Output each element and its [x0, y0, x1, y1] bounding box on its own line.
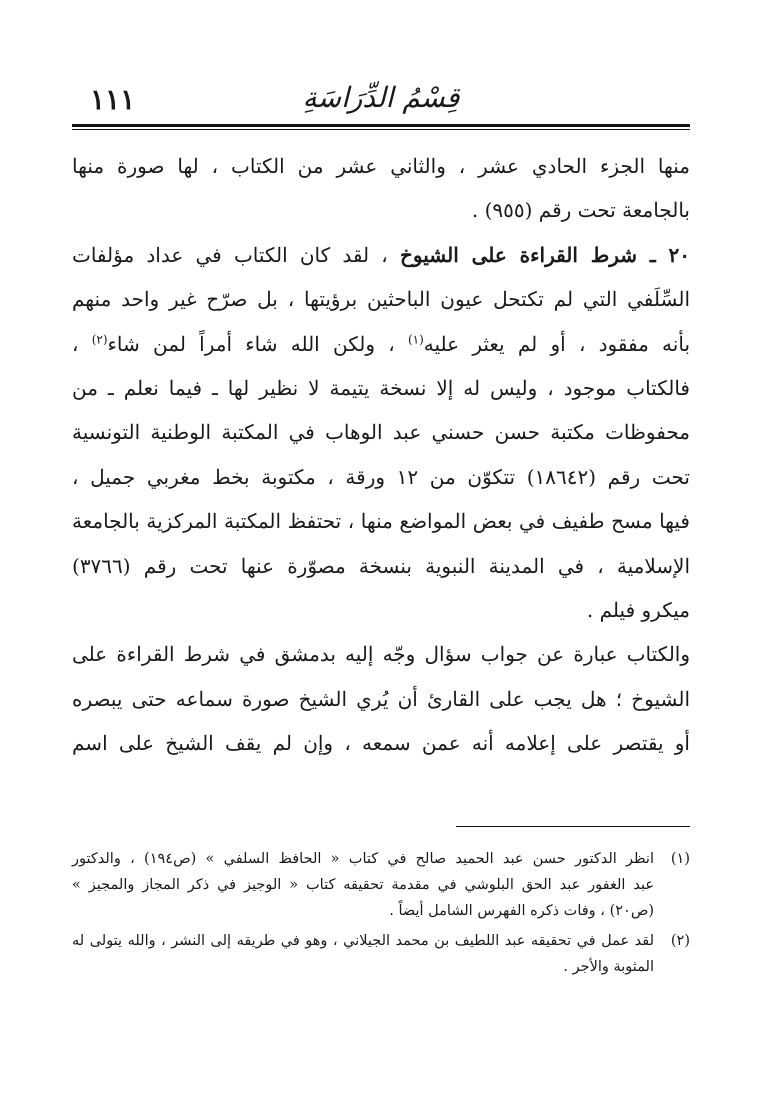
footnote-number: (٢) — [670, 933, 690, 949]
footnote-line: عبد الغفور عبد الحق البلوشي في مقدمة تحقيقه كتاب « الوجيز في ذكر المجاز والمجيز » — [72, 877, 654, 893]
header-rule-thin — [72, 129, 690, 130]
paragraph-3 — [72, 632, 690, 765]
text-line: الإسلامية ، في المدينة النبوية بنسخة مصوّرة عنها تحت رقم (٣٧٦٦) — [72, 553, 690, 578]
text-line: أو يقتصر على إعلامه أنه عمن سمعه ، وإن لم يقف الشيخ على اسم — [72, 731, 690, 756]
footnote-2 — [72, 928, 690, 980]
text-run: ، — [72, 331, 92, 356]
text-run: ، لقد كان الكتاب في عداد مؤلفات — [72, 242, 400, 267]
text-line: الشيوخ ؛ هل يجب على القارئ أن يُري الشيخ صورة سماعه حتى يبصره — [72, 686, 690, 711]
section-title: قِسْمُ الدِّرَاسَةِ — [302, 81, 460, 114]
paragraph-1 — [72, 144, 690, 233]
footnote-ref-1[interactable]: (١) — [407, 331, 424, 346]
footnote-line: انظر الدكتور حسن عبد الحميد صالح في كتاب « الحافظ السلفي » (ص١٩٤) ، والدكتور — [72, 851, 654, 867]
footnote-number: (١) — [670, 851, 690, 867]
footnote-line: لقد عمل في تحقيقه عبد اللطيف بن محمد الجيلاني ، وهو في طريقه إلى النشر ، والله يتولى له — [72, 933, 654, 949]
footnote-ref-2[interactable]: (٢) — [91, 331, 108, 346]
text-run: ، ولكن الله شاء أمراً لمن شاء — [107, 331, 408, 356]
text-line: محفوظات مكتبة حسن حسني عبد الوهاب في المكتبة الوطنية التونسية — [72, 420, 690, 445]
text-line: تحت رقم (١٨٦٤٢) تتكوّن من ١٢ ورقة ، مكتوبة بخط مغربي جميل ، — [72, 464, 690, 489]
footnote-line: المثوبة والأجر . — [563, 959, 654, 975]
text-run: بأنه مفقود ، أو لم يعثر عليه — [423, 331, 691, 356]
text-line — [72, 233, 690, 277]
text-line: فالكتاب موجود ، وليس له إلا نسخة يتيمة لا نظير لها ـ فيما نعلم ـ من — [72, 375, 690, 400]
text-line: والكتاب عبارة عن جواب سؤال وجّه إليه بدمشق في شرط القراءة على — [72, 642, 690, 667]
text-line: ميكرو فيلم . — [586, 597, 690, 622]
page-header — [72, 78, 690, 128]
page-number: ١١١ — [90, 83, 136, 116]
text-line: بالجامعة تحت رقم (٩٥٥) . — [471, 198, 690, 223]
header-rule — [72, 124, 690, 127]
footnote-separator — [456, 826, 690, 827]
text-line: فيها مسح طفيف في بعض المواضع منها ، تحتفظ المكتبة المركزية بالجامعة — [72, 509, 690, 534]
footnote-line: (ص٢٠) ، وفات ذكره الفهرس الشامل أيضاً . — [389, 903, 654, 919]
text-line: منها الجزء الحادي عشر ، والثاني عشر من الكتاب ، لها صورة منها — [72, 154, 690, 178]
text-line — [72, 322, 690, 366]
footnotes — [72, 846, 690, 984]
footnote-1 — [72, 846, 690, 924]
main-text — [72, 144, 690, 765]
paragraph-2 — [72, 233, 690, 633]
section-heading: ٢٠ ـ شرط القراءة على الشيوخ — [399, 242, 690, 267]
text-line: السِّلَفي التي لم تكتحل عيون الباحثين برؤيتها ، بل صرّح غير واحد منهم — [72, 287, 690, 312]
